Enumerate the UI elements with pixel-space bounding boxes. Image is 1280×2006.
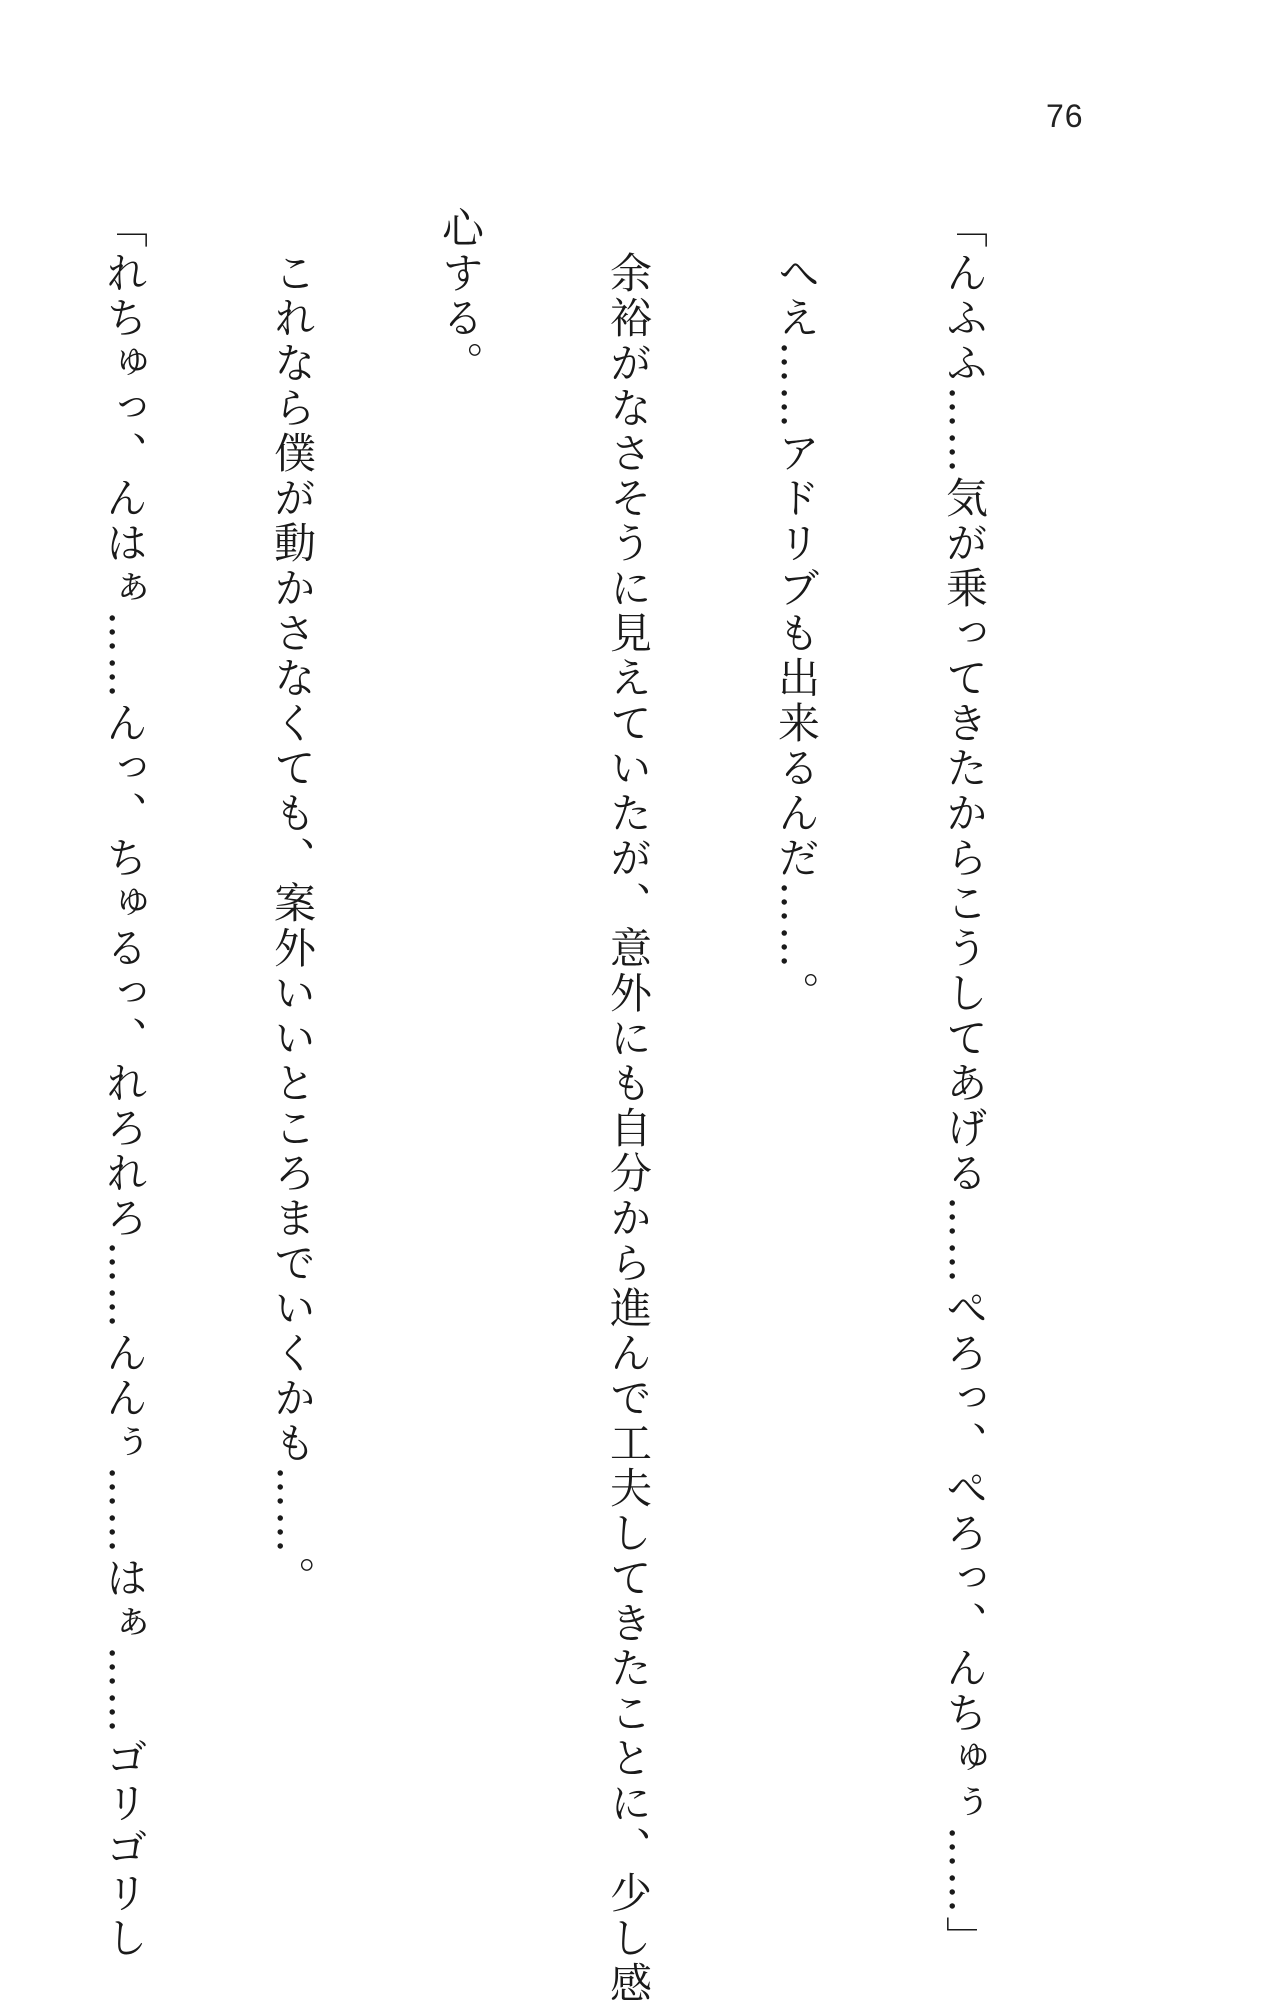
text-line: これなら僕が動かさなくても、案外いいところまでいくかも……。 <box>268 206 317 1601</box>
text-line: 「んふふ……気が乗ってきたからこうしてあげる……ぺろっ、ぺろっ、んちゅぅ……」 <box>940 206 989 1961</box>
text-line: 「れちゅっ、んはぁ……んっ、ちゅるっ、れろれろ……んんぅ……はぁ……ゴリゴリし <box>100 206 149 1961</box>
text-line: 余裕がなさそうに見えていたが、意外にも自分から進んで工夫してきたことに、少し感 <box>604 206 653 2006</box>
page-number: 76 <box>1046 98 1084 134</box>
text-line: へえ……アドリブも出来るんだ……。 <box>772 206 821 1016</box>
text-line: 心する。 <box>436 206 485 386</box>
novel-text-body <box>0 206 1104 2006</box>
